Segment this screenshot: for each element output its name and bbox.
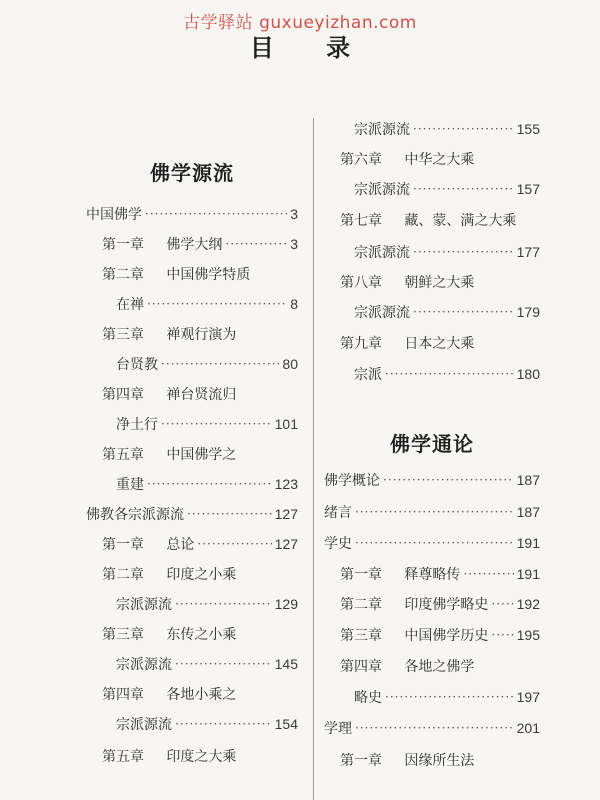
leader-dots (175, 657, 272, 671)
leader-dots (225, 237, 287, 251)
toc-entry-title: 总论 (166, 537, 195, 553)
toc-entry[interactable] (86, 262, 298, 286)
toc-entry[interactable] (324, 300, 540, 324)
toc-entry-title: 禅台贤流归 (166, 387, 237, 403)
toc-entry[interactable] (86, 322, 298, 346)
toc-entry-page: 157 (516, 181, 540, 197)
toc-entry-page: 129 (274, 596, 298, 612)
toc-entry-page: 191 (516, 566, 540, 582)
toc-entry-title: 因缘所生法 (404, 753, 475, 769)
toc-entry[interactable] (86, 622, 298, 646)
toc-entry[interactable] (324, 716, 540, 740)
toc-entry-title: 佛学大纲 (166, 237, 223, 253)
leader-dots (383, 473, 514, 487)
leader-dots (355, 505, 514, 519)
toc-entry-chapter: 第一章 (102, 537, 144, 553)
toc-entry-title: 绪言 (324, 505, 352, 521)
leader-dots (147, 297, 287, 311)
leader-dots (413, 122, 514, 136)
watermark: 古学驿站 guxueyizhan.com (183, 13, 417, 33)
toc-entry-title: 印度之大乘 (166, 749, 237, 765)
toc-entry[interactable] (324, 685, 540, 709)
toc-entry-title: 在禅 (116, 297, 144, 313)
toc-entry-chapter: 第四章 (102, 687, 144, 703)
toc-entry[interactable] (324, 500, 540, 524)
toc-entry-chapter: 第三章 (102, 327, 144, 343)
toc-entry[interactable] (324, 177, 540, 201)
leader-dots (413, 182, 514, 196)
toc-entry-page: 197 (516, 689, 540, 705)
page-title: 目 录 (249, 34, 373, 62)
toc-entry[interactable] (324, 270, 540, 294)
toc-entry[interactable] (86, 472, 298, 496)
toc-entry-title: 中国佛学特质 (166, 267, 251, 283)
toc-entry-page: 145 (274, 656, 298, 672)
toc-left-column (86, 0, 298, 800)
toc-entry[interactable] (324, 654, 540, 678)
toc-entry-title: 日本之大乘 (404, 336, 475, 352)
toc-entry[interactable] (324, 531, 540, 555)
leader-dots (385, 367, 514, 381)
toc-entry-title: 宗派 (354, 367, 382, 383)
toc-entry[interactable] (86, 712, 298, 736)
toc-entry-title: 重建 (116, 477, 144, 493)
toc-entry[interactable] (324, 562, 540, 586)
toc-entry-chapter: 第二章 (102, 567, 144, 583)
toc-entry-title: 各地之佛学 (404, 659, 475, 675)
toc-entry[interactable] (324, 468, 540, 492)
toc-entry-chapter: 第五章 (102, 447, 144, 463)
toc-entry-page: 195 (516, 627, 540, 643)
toc-entry[interactable] (86, 744, 298, 768)
toc-entry-title: 佛学概论 (324, 473, 380, 489)
toc-entry[interactable] (86, 412, 298, 436)
toc-entry-title: 宗派源流 (116, 597, 172, 613)
toc-entry-page: 177 (516, 244, 540, 260)
leader-dots (355, 721, 514, 735)
toc-entry-chapter: 第七章 (340, 213, 382, 229)
toc-entry[interactable] (86, 502, 298, 526)
toc-entry-page: 8 (290, 296, 298, 312)
toc-entry-title: 中国佛学历史 (404, 628, 489, 644)
toc-entry[interactable] (324, 331, 540, 355)
toc-entry-chapter: 第九章 (340, 336, 382, 352)
toc-entry-page: 187 (516, 472, 540, 488)
leader-dots (355, 536, 514, 550)
toc-entry-title: 禅观行演为 (166, 327, 237, 343)
leader-dots (175, 717, 272, 731)
toc-entry-title: 东传之小乘 (166, 627, 237, 643)
leader-dots (197, 537, 271, 551)
toc-entry[interactable] (86, 352, 298, 376)
toc-entry-title: 净土行 (116, 417, 158, 433)
toc-entry-chapter: 第三章 (340, 628, 382, 644)
toc-entry[interactable] (324, 362, 540, 386)
toc-entry-title: 中国佛学 (86, 207, 142, 223)
toc-entry-chapter: 第一章 (340, 567, 382, 583)
toc-entry-page: 155 (516, 121, 540, 137)
toc-entry-title: 宗派源流 (354, 305, 410, 321)
toc-entry[interactable] (86, 202, 298, 226)
leader-dots (147, 477, 272, 491)
leader-dots (187, 507, 272, 521)
toc-entry-chapter: 第四章 (340, 659, 382, 675)
leader-dots (385, 690, 514, 704)
toc-entry-page: 180 (516, 366, 540, 382)
leader-dots (145, 207, 287, 221)
toc-entry-chapter: 第一章 (102, 237, 144, 253)
toc-entry[interactable] (86, 592, 298, 616)
toc-entry-chapter: 第一章 (340, 753, 382, 769)
toc-entry-title: 释尊略传 (404, 567, 461, 583)
toc-entry-title: 各地小乘之 (166, 687, 237, 703)
toc-entry[interactable] (86, 382, 298, 406)
toc-entry[interactable] (86, 652, 298, 676)
toc-entry-page: 154 (274, 716, 298, 732)
toc-entry[interactable] (324, 623, 540, 647)
toc-entry-chapter: 第六章 (340, 152, 382, 168)
toc-entry-title: 宗派源流 (354, 245, 410, 261)
leader-dots (463, 567, 513, 581)
toc-entry[interactable] (86, 532, 298, 556)
toc-entry[interactable] (86, 562, 298, 586)
toc-entry[interactable] (324, 240, 540, 264)
toc-entry-title: 印度之小乘 (166, 567, 237, 583)
toc-entry-chapter: 第二章 (340, 597, 382, 613)
toc-entry-page: 127 (274, 536, 298, 552)
toc-entry-chapter: 第八章 (340, 275, 382, 291)
toc-entry-page: 127 (274, 506, 298, 522)
toc-entry-title: 中华之大乘 (404, 152, 475, 168)
toc-right-column (324, 0, 540, 800)
toc-entry-title: 宗派源流 (354, 182, 410, 198)
toc-entry-chapter: 第二章 (102, 267, 144, 283)
toc-entry[interactable] (86, 232, 298, 256)
toc-entry-page: 80 (282, 356, 298, 372)
leader-dots (491, 597, 513, 611)
toc-entry[interactable] (324, 117, 540, 141)
toc-entry-page: 101 (274, 416, 298, 432)
toc-entry-chapter: 第三章 (102, 627, 144, 643)
toc-entry[interactable] (86, 682, 298, 706)
toc-entry-page: 179 (516, 304, 540, 320)
toc-entry-page: 3 (290, 206, 298, 222)
leader-dots (413, 245, 514, 259)
toc-entry-title: 藏、蒙、满之大乘 (404, 213, 517, 229)
toc-entry-page: 192 (516, 596, 540, 612)
toc-entry[interactable] (324, 208, 540, 232)
toc-entry-page: 201 (516, 720, 540, 736)
toc-entry-chapter: 第四章 (102, 387, 144, 403)
toc-entry[interactable] (324, 592, 540, 616)
toc-entry-title: 印度佛学略史 (404, 597, 489, 613)
section-title-fo-xue-yuan-liu: 佛学源流 (150, 161, 234, 185)
toc-entry-title: 佛教各宗派源流 (86, 507, 184, 523)
toc-entry-title: 宗派源流 (116, 657, 172, 673)
toc-entry-title: 朝鲜之大乘 (404, 275, 475, 291)
leader-dots (175, 597, 272, 611)
leader-dots (161, 417, 272, 431)
section-title-fo-xue-tong-lun: 佛学通论 (390, 432, 474, 456)
toc-entry[interactable] (86, 292, 298, 316)
toc-entry-title: 宗派源流 (354, 122, 410, 138)
leader-dots (161, 357, 279, 371)
leader-dots (413, 305, 514, 319)
toc-entry-title: 台贤教 (116, 357, 158, 373)
toc-entry-page: 191 (516, 535, 540, 551)
toc-entry[interactable] (324, 147, 540, 171)
toc-entry[interactable] (86, 442, 298, 466)
toc-entry-page: 187 (516, 504, 540, 520)
toc-entry-page: 123 (274, 476, 298, 492)
toc-entry-title: 宗派源流 (116, 717, 172, 733)
toc-entry[interactable] (324, 748, 540, 772)
toc-entry-chapter: 第五章 (102, 749, 144, 765)
toc-entry-title: 略史 (354, 690, 382, 706)
toc-entry-page: 3 (290, 236, 298, 252)
toc-entry-title: 学理 (324, 721, 352, 737)
toc-entry-title: 中国佛学之 (166, 447, 237, 463)
column-divider (313, 118, 314, 800)
leader-dots (491, 628, 513, 642)
toc-entry-title: 学史 (324, 536, 352, 552)
